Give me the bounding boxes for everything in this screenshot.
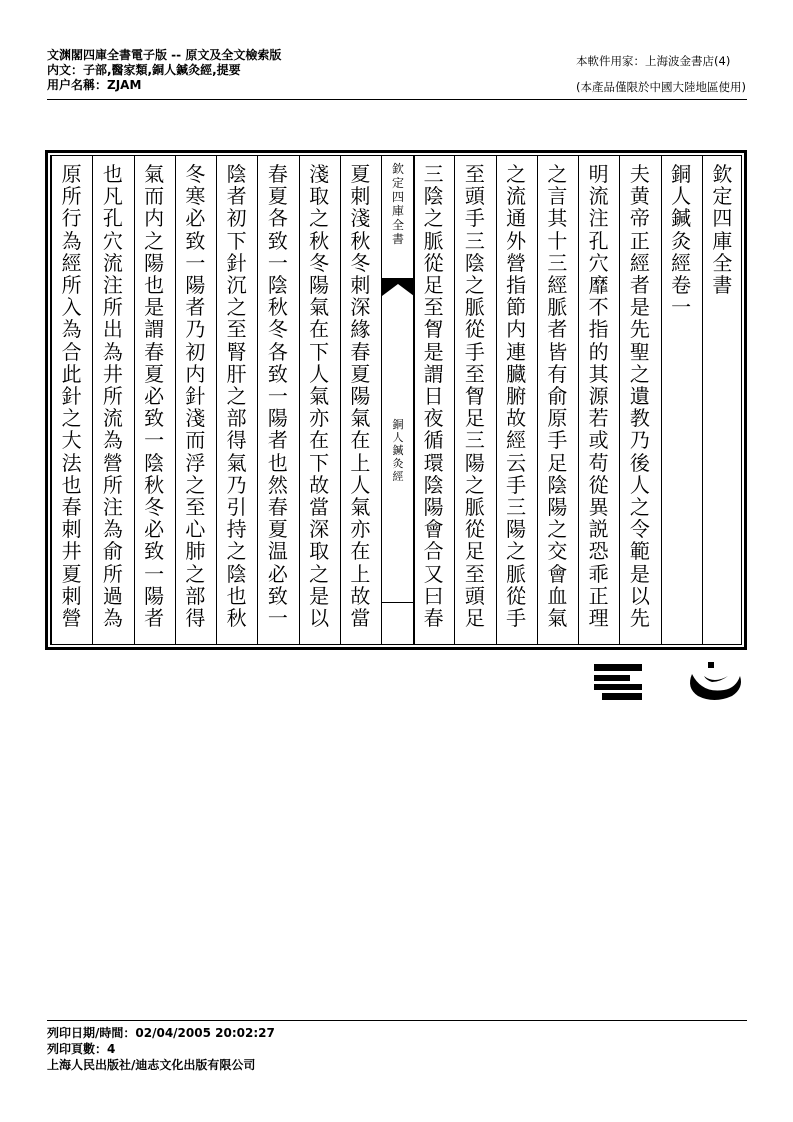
text-column-right: 至 頭 手 三 陰 之 脈 從 手 至 胷 足 三 陽 之 脈 從 足 至 頭 足 [464, 162, 485, 631]
column-divider [619, 156, 620, 644]
text-column-left: 春 夏 各 致 一 陰 秋 冬 各 致 一 陽 者 也 然 春 夏 温 必 致 一 [267, 162, 288, 631]
header-title: 文渊閣四庫全書電子版 -- 原文及全文檢索版 [47, 48, 282, 62]
text-column-left: 陰 者 初 下 針 沉 之 至 腎 肝 之 部 得 氣 乃 引 持 之 陰 也 秋 [226, 162, 247, 631]
column-divider [537, 156, 538, 644]
print-datetime: 列印日期/時間：02/04/2005 20:02:27 [47, 1026, 275, 1040]
column-divider [257, 156, 258, 644]
text-column-right: 銅 人 鍼 灸 經 卷 一 [671, 162, 692, 320]
header-rule [47, 99, 747, 100]
spine-collection-title: 欽 定 四 庫 全 書 [391, 162, 404, 246]
column-divider [496, 156, 497, 644]
text-column-right: 明 流 注 孔 穴 靡 不 指 的 其 源 若 或 苟 從 異 説 恐 乖 正 理 [588, 162, 609, 631]
fish-tail-mark [382, 278, 414, 296]
text-column-left: 原 所 行 為 經 所 入 為 合 此 針 之 大 法 也 春 刺 井 夏 刺 營 [61, 162, 82, 631]
publisher-logo-mark [592, 662, 644, 706]
header-username: 用户名稱：ZJAM [47, 78, 142, 92]
column-divider [92, 156, 93, 644]
print-page-count: 列印頁數：4 [47, 1042, 116, 1056]
column-divider [413, 156, 414, 644]
column-divider [661, 156, 662, 644]
text-column-left: 也 凡 孔 穴 流 注 所 出 為 井 所 流 為 營 所 注 為 俞 所 過 為 [102, 162, 123, 631]
header-region-note: (本產品僅限於中國大陸地區使用) [576, 80, 746, 94]
column-divider [134, 156, 135, 644]
text-column-right: 之 言 其 十 三 經 脈 者 皆 有 俞 原 手 足 陰 陽 之 交 會 血 氣 [547, 162, 568, 631]
footer-rule [47, 1020, 747, 1021]
column-divider [340, 156, 341, 644]
column-divider [51, 156, 52, 644]
header-right [576, 48, 746, 100]
column-divider [454, 156, 455, 644]
column-divider [216, 156, 217, 644]
spine-rule [382, 602, 414, 603]
text-column-right: 三 陰 之 脈 從 足 至 胷 是 謂 日 夜 循 環 陰 陽 會 合 又 曰 春 [423, 162, 444, 631]
header-licensee: 本軟件用家：上海波金書店(4) [576, 54, 731, 68]
column-divider [578, 156, 579, 644]
text-column-left: 淺 取 之 秋 冬 陽 氣 在 下 人 氣 亦 在 下 故 當 深 取 之 是 以 [309, 162, 330, 631]
spine-book-title: 銅 人 鍼 灸 經 [392, 418, 404, 483]
footer [47, 1025, 275, 1073]
text-column-left: 冬 寒 必 致 一 陽 者 乃 初 内 針 淺 而 浮 之 至 心 肺 之 部 得 [185, 162, 206, 631]
text-column-right: 之 流 通 外 營 指 節 内 連 臓 腑 故 經 云 手 三 陽 之 脈 從 手 [506, 162, 527, 631]
text-column-right: 夫 黄 帝 正 經 者 是 先 聖 之 遺 教 乃 後 人 之 令 範 是 以 先 [629, 162, 650, 631]
column-divider [299, 156, 300, 644]
header-content: 内文：子部,醫家類,銅人鍼灸經,提要 [47, 63, 241, 77]
column-divider [175, 156, 176, 644]
page-frame [45, 150, 747, 650]
page-inner [50, 155, 742, 645]
page-spine [381, 156, 415, 644]
text-column-left: 氣 而 内 之 陽 也 是 謂 春 夏 必 致 一 陰 秋 冬 必 致 一 陽 者 [144, 162, 165, 631]
header-left [47, 48, 281, 93]
publisher-line: 上海人民出版社/迪志文化出版有限公司 [47, 1058, 256, 1072]
column-divider [702, 156, 703, 644]
text-column-right: 欽 定 四 庫 全 書 [712, 162, 733, 298]
publisher-logo-seal [684, 662, 746, 708]
text-column-left: 夏 刺 淺 秋 冬 刺 深 緣 春 夏 陽 氣 在 上 人 氣 亦 在 上 故 當 [350, 162, 371, 631]
